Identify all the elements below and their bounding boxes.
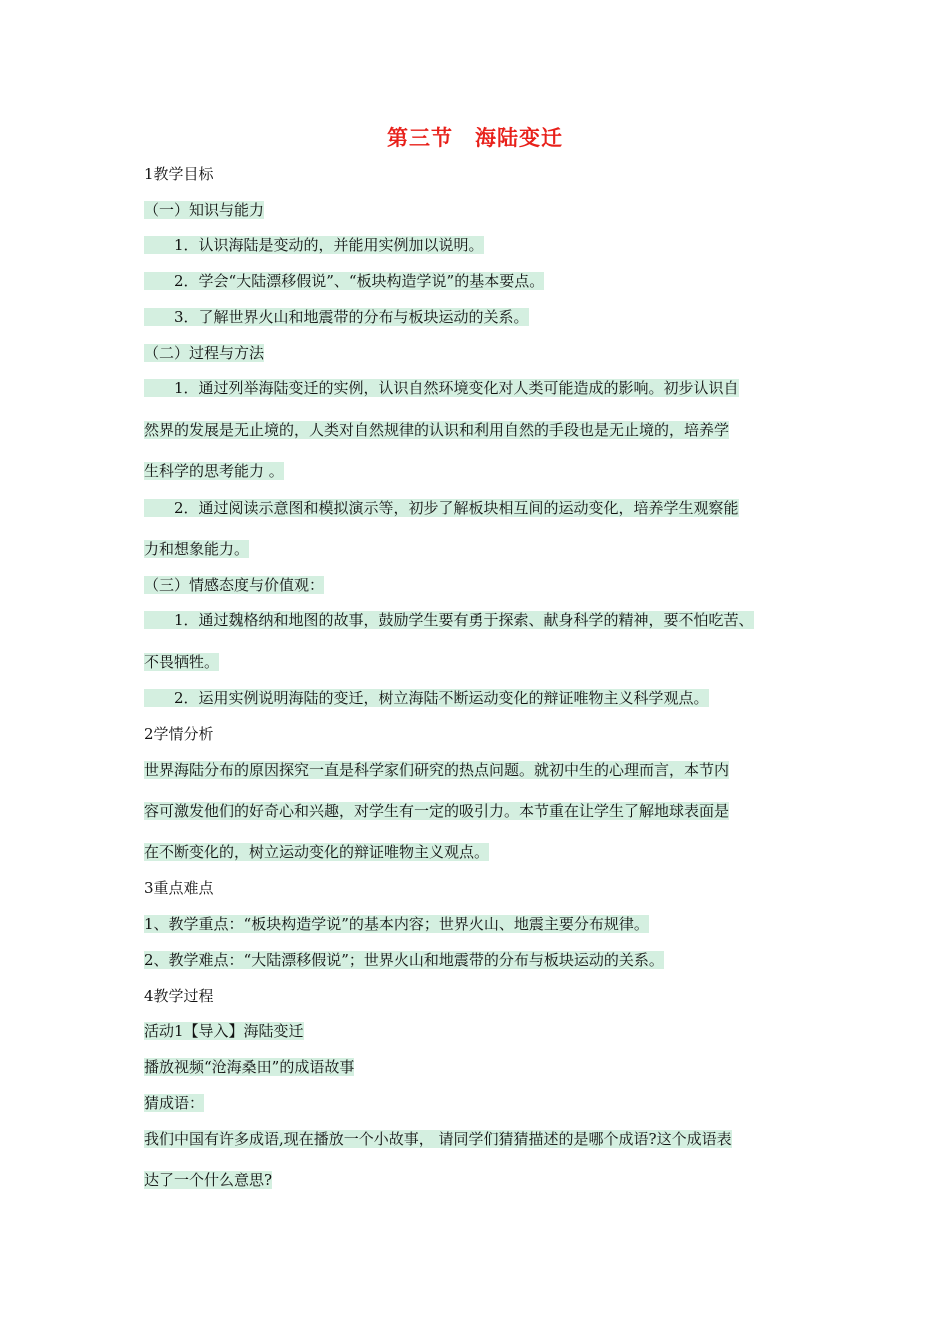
list-item: 2．通过阅读示意图和模拟演示等，初步了解板块相互间的运动变化，培养学生观察能 bbox=[144, 497, 739, 519]
paragraph-line: 我们中国有许多成语,现在播放一个小故事， 请同学们猜猜描述的是哪个成语?这个成语表 bbox=[144, 1130, 732, 1148]
paragraph-line: 猜成语： bbox=[144, 1094, 205, 1112]
paragraph-line: 力和想象能力。 bbox=[144, 540, 250, 558]
paragraph-line: 不畏牺牲。 bbox=[144, 653, 220, 671]
list-item: 1．认识海陆是变动的，并能用实例加以说明。 bbox=[144, 234, 484, 256]
paragraph-line: 生科学的思考能力 。 bbox=[144, 462, 284, 480]
list-item: 1．通过列举海陆变迁的实例，认识自然环境变化对人类可能造成的影响。初步认识自 bbox=[144, 377, 739, 399]
paragraph-line: 达了一个什么意思? bbox=[144, 1171, 273, 1189]
page-title: 第三节 海陆变迁 bbox=[387, 126, 563, 150]
paragraph-line: 在不断变化的，树立运动变化的辩证唯物主义观点。 bbox=[144, 843, 490, 861]
subsection-heading: （二）过程与方法 bbox=[144, 344, 265, 362]
list-item: 2．运用实例说明海陆的变迁，树立海陆不断运动变化的辩证唯物主义科学观点。 bbox=[144, 687, 709, 709]
list-item: 2．学会“大陆漂移假说”、“板块构造学说”的基本要点。 bbox=[144, 270, 544, 292]
paragraph-line: 世界海陆分布的原因探究一直是科学家们研究的热点问题。就初中生的心理而言，本节内 bbox=[144, 761, 730, 779]
subsection-heading: （三）情感态度与价值观： bbox=[144, 576, 325, 594]
list-item: 1、教学重点：“板块构造学说”的基本内容；世界火山、地震主要分布规律。 bbox=[144, 915, 649, 933]
paragraph-line: 然界的发展是无止境的，人类对自然规律的认识和利用自然的手段也是无止境的，培养学 bbox=[144, 421, 730, 439]
paragraph-line: 容可激发他们的好奇心和兴趣，对学生有一定的吸引力。本节重在让学生了解地球表面是 bbox=[144, 802, 730, 820]
list-item: 1．通过魏格纳和地图的故事，鼓励学生要有勇于探索、献身科学的精神，要不怕吃苦、 bbox=[144, 609, 754, 631]
paragraph-line: 播放视频“沧海桑田”的成语故事 bbox=[144, 1058, 355, 1076]
section-heading: 3重点难点 bbox=[144, 879, 214, 897]
subsection-heading: （一）知识与能力 bbox=[144, 201, 265, 219]
activity-heading: 活动1【导入】海陆变迁 bbox=[144, 1022, 304, 1040]
list-item: 2、教学难点：“大陆漂移假说”；世界火山和地震带的分布与板块运动的关系。 bbox=[144, 951, 664, 969]
section-heading: 1教学目标 bbox=[144, 165, 214, 183]
section-heading: 2学情分析 bbox=[144, 725, 214, 743]
section-heading: 4教学过程 bbox=[144, 987, 214, 1005]
list-item: 3．了解世界火山和地震带的分布与板块运动的关系。 bbox=[144, 306, 529, 328]
